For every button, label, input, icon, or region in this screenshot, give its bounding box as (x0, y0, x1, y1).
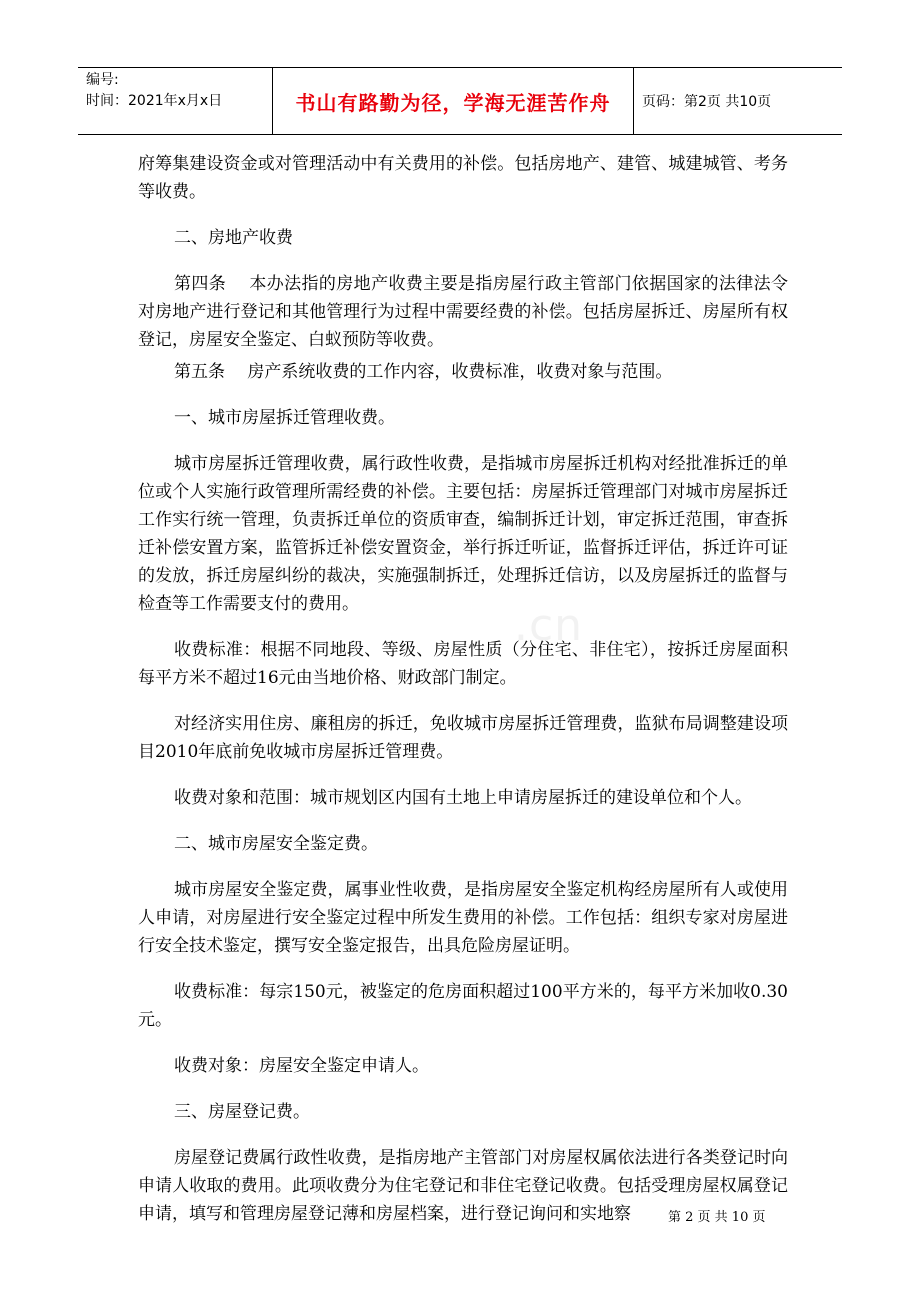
section-heading: 二、城市房屋安全鉴定费。 (174, 834, 378, 854)
paragraph: 城市房屋安全鉴定费，属事业性收费，是指房屋安全鉴定机构经房屋所有人或使用人申请，对房屋进行安全鉴定过程中所发生费用的补偿。工作包括：组织专家对房屋进行安全技术鉴定，撰写安全鉴定报告，出具危险房屋证明。 (138, 880, 788, 956)
paragraph: 收费对象：房屋安全鉴定申请人。 (174, 1056, 429, 1076)
paragraph: 第四条 本办法指的房地产收费主要是指房屋行政主管部门依据国家的法律法令对房地产进行登记和其他管理行为过程中需要经费的补偿。包括房屋拆迁、房屋所有权登记，房屋安全鉴定、白蚁预防等收费。 (138, 274, 788, 350)
paragraph: 收费标准：根据不同地段、等级、房屋性质（分住宅、非住宅），按拆迁房屋面积每平方米不超过16元由当地价格、财政部门制定。 (138, 640, 788, 688)
paragraph: 收费对象和范围：城市规划区内国有土地上申请房屋拆迁的建设单位和个人。 (174, 788, 752, 808)
paragraph: 对经济实用住房、廉租房的拆迁，免收城市房屋拆迁管理费，监狱布局调整建设项目2010年底前免收城市房屋拆迁管理费。 (138, 714, 788, 762)
document-body (138, 150, 788, 1228)
paragraph: 房屋登记费属行政性收费，是指房地产主管部门对房屋权属依法进行各类登记时向申请人收取的费用。此项收费分为住宅登记和非住宅登记收费。包括受理房屋权属登记申请，填写和管理房屋登记薄和房屋档案，进行登记询问和实地察 (138, 1148, 788, 1224)
paragraph: 收费标准：每宗150元，被鉴定的危房面积超过100平方米的，每平方米加收0.30元。 (138, 982, 788, 1030)
time-label: 时间：2021年x月x日 (86, 93, 223, 109)
paragraph: 城市房屋拆迁管理收费，属行政性收费，是指城市房屋拆迁机构对经批准拆迁的单位或个人实施行政管理所需经费的补偿。主要包括：房屋拆迁管理部门对城市房屋拆迁工作实行统一管理，负责拆迁单位的资质审查，编制拆迁计划，审定拆迁范围，审查拆迁补偿安置方案，监管拆迁补偿安置资金，举行拆迁听证，监督拆迁评估，拆迁许可证的发放，拆迁房屋纠纷的裁决，实施强制拆迁，处理拆迁信访，以及房屋拆迁的监督与检查等工作需要支付的费用。 (138, 454, 788, 614)
page-header (78, 67, 842, 135)
serial-label: 编号: (86, 72, 119, 88)
header-motto: 书山有路勤为径，学海无涯苦作舟 (272, 68, 634, 134)
paragraph: 第五条 房产系统收费的工作内容，收费标准，收费对象与范围。 (174, 362, 673, 382)
page-footer: 第 2 页 共 10 页 (668, 1210, 766, 1225)
section-heading: 三、房屋登记费。 (174, 1102, 310, 1122)
section-heading: 一、城市房屋拆迁管理收费。 (174, 408, 395, 428)
header-page-number: 页码：第2页 共10页 (642, 94, 772, 110)
paragraph: 府筹集建设资金或对管理活动中有关费用的补偿。包括房地产、建管、城建城管、考务等收费。 (138, 154, 788, 202)
section-heading: 二、房地产收费 (174, 228, 293, 248)
watermark: .cn (514, 600, 584, 651)
header-meta (78, 68, 272, 134)
